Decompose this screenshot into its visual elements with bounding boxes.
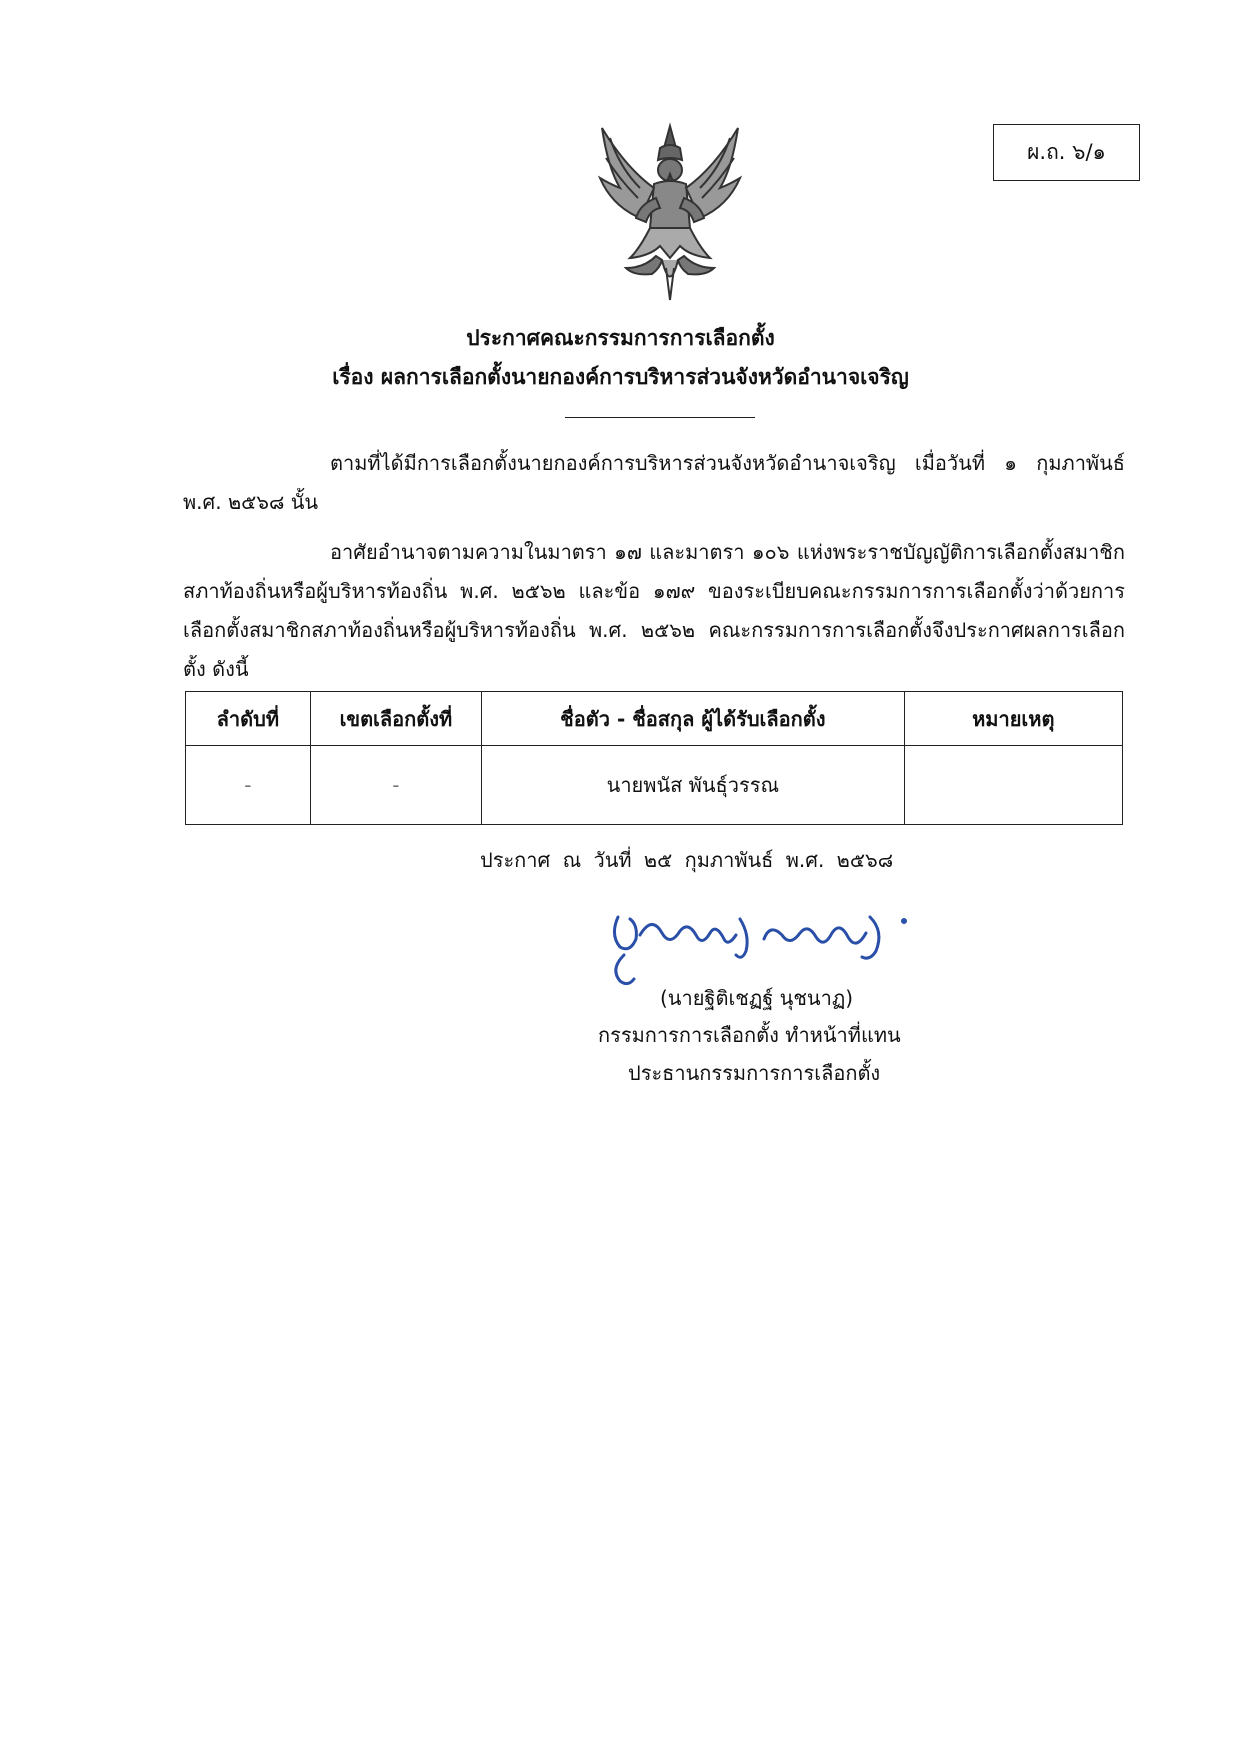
signer-position-line-2: ประธานกรรมการการเลือกตั้ง bbox=[628, 1061, 881, 1085]
cell-order: - bbox=[186, 746, 311, 825]
body-paragraph-2: อาศัยอำนาจตามความในมาตรา ๑๗ และมาตรา ๑๐๖ แห่งพระราชบัญญัติการเลือกตั้งสมาชิกสภาท้องถิ่นหรือผู้บริหารท้องถิ่น พ.ศ. ๒๕๖๒ และข้อ ๑๗๙ ของระเบียบคณะกรรมการการเลือกตั้งว่าด้วยการเลือกตั้งสมาชิกสภาท้องถิ่นหรือผู้บริหารท้องถิ่น พ.ศ. ๒๕๖๒ คณะกรรมการการเลือกตั้งจึงประกาศผลการเลือกตั้ง ดังนี้ bbox=[183, 540, 1125, 681]
announcement-subject: เรื่อง ผลการเลือกตั้งนายกองค์การบริหารส่วนจังหวัดอำนาจเจริญ bbox=[332, 365, 909, 389]
announcement-date: ประกาศ ณ วันที่ ๒๕ กุมภาพันธ์ พ.ศ. ๒๕๖๘ bbox=[480, 848, 894, 872]
header-remarks: หมายเหตุ bbox=[904, 692, 1122, 746]
signer-position-line-1: กรรมการการเลือกตั้ง ทำหน้าที่แทน bbox=[598, 1023, 901, 1047]
table-row bbox=[186, 746, 1123, 825]
form-code-box bbox=[993, 124, 1140, 181]
header-order: ลำดับที่ bbox=[186, 692, 311, 746]
cell-elected-name: นายพนัส พันธุ์วรรณ bbox=[482, 746, 904, 825]
table-header-row bbox=[186, 692, 1123, 746]
header-elected-name: ชื่อตัว - ชื่อสกุล ผู้ได้รับเลือกตั้ง bbox=[482, 692, 904, 746]
header-district: เขตเลือกตั้งที่ bbox=[310, 692, 481, 746]
form-code-label: ผ.ถ. ๖/๑ bbox=[1027, 140, 1106, 164]
announcement-title: ประกาศคณะกรรมการการเลือกตั้ง bbox=[466, 326, 775, 350]
cell-remarks bbox=[904, 746, 1122, 825]
title-divider bbox=[565, 417, 755, 418]
garuda-emblem-icon bbox=[590, 118, 750, 308]
body-paragraph-1: ตามที่ได้มีการเลือกตั้งนายกองค์การบริหารส่วนจังหวัดอำนาจเจริญ เมื่อวันที่ ๑ กุมภาพันธ์ พ.ศ. ๒๕๖๘ นั้น bbox=[183, 451, 1125, 514]
cell-district: - bbox=[310, 746, 481, 825]
signer-name: (นายฐิติเชฏฐ์ นุชนาฏ) bbox=[660, 986, 854, 1010]
results-table bbox=[185, 691, 1123, 825]
